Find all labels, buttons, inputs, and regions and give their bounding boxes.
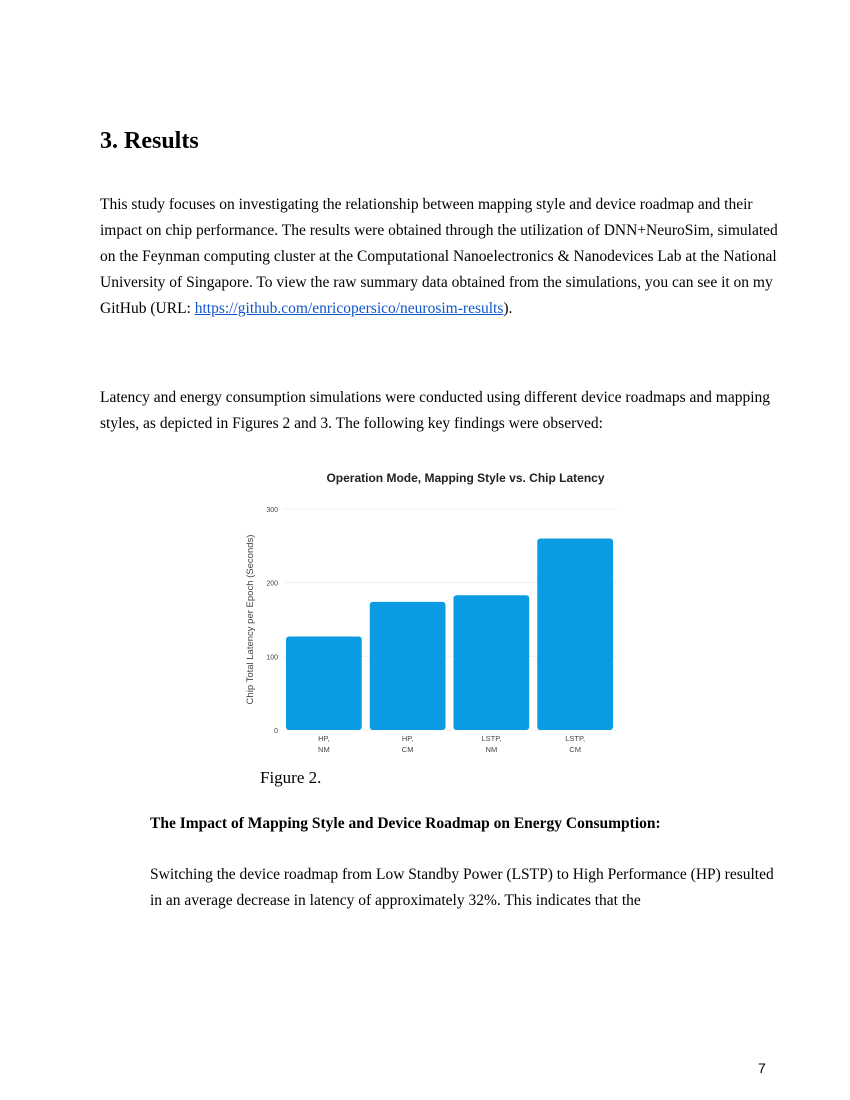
chart-title: Operation Mode, Mapping Style vs. Chip Latency <box>326 471 605 485</box>
x-tick-label: CM <box>401 745 414 754</box>
latency-bar-chart <box>240 460 630 760</box>
intro-text: This study focuses on investigating the relationship between mapping style and device roadmap and their impact on chip performance. The results were obtained through the utilization of DNN+NeuroSim, simulated on the Feynman computing cluster at the Computational Nanoelectronics & Nanodevices Lab at the National University of Singapore. To view the raw summary data obtained from the simulations, you can see it on my GitHub (URL: <box>100 196 778 317</box>
bar <box>370 602 446 730</box>
intro-text-end: ). <box>503 300 513 317</box>
subheading: The Impact of Mapping Style and Device Roadmap on Energy Consumption: <box>150 815 661 832</box>
x-tick-label: HP, <box>318 734 330 743</box>
x-tick-label: HP, <box>401 734 414 743</box>
bar <box>537 538 613 730</box>
x-tick-label: CM <box>569 745 581 754</box>
findings-paragraph: Latency and energy consumption simulations were conducted using different device roadmaps and mapping styles, as depicted in Figures 2 and 3. The following key findings were observed: <box>100 389 771 432</box>
page-number: 7 <box>758 1060 766 1076</box>
y-tick-label: 0 <box>274 728 278 735</box>
y-tick-label: 300 <box>266 507 278 514</box>
x-tick-label: LSTP, <box>481 734 502 743</box>
x-tick-label: NM <box>318 745 330 754</box>
github-link[interactable]: https://github.com/enricopersico/neurosim-results <box>194 300 504 317</box>
x-tick-label: LSTP, <box>565 734 586 743</box>
bar <box>286 636 362 730</box>
intro-paragraph <box>100 192 780 322</box>
y-tick-label: 100 <box>266 654 278 662</box>
figure-caption: Figure 2. <box>260 768 322 787</box>
y-axis-label: Chip Total Latency per Epoch (Seconds) <box>245 534 256 705</box>
section-heading: 3. Results <box>100 128 199 154</box>
x-tick-label: NM <box>485 745 498 754</box>
y-tick-label: 200 <box>266 580 278 588</box>
latency-paragraph: Switching the device roadmap from Low Standby Power (LSTP) to High Performance (HP) resulted in an average decrease in latency of approximately 32%. This indicates that the <box>150 866 774 909</box>
bar <box>454 595 530 730</box>
